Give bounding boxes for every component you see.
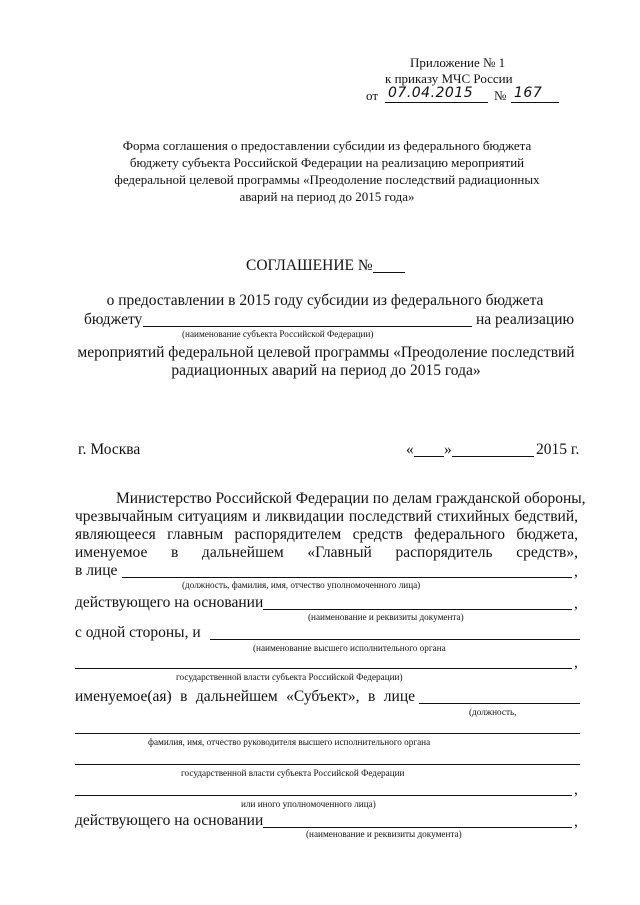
official-line-comma: , <box>574 563 578 580</box>
caption-position: (должность, <box>469 707 517 717</box>
body-p1-line-2: чрезвычайным ситуациям и ликвидации последствий стихийных бедствий, <box>75 508 578 525</box>
appendix-date-handwritten: 07.04.2015 <box>388 85 474 101</box>
caption-other-official: или иного уполномоченного лица) <box>241 799 376 809</box>
caption-document: (наименование и реквизиты документа) <box>308 612 464 622</box>
subject-other-comma: , <box>574 781 578 798</box>
form-title-line-2: бюджету субъекта Российской Федерации на реализацию мероприятий <box>129 155 525 170</box>
in-person-label: в лице <box>75 562 118 579</box>
city: г. Москва <box>78 441 141 458</box>
caption-official: (должность, фамилия, имя, отчество уполномоченного лица) <box>182 580 421 590</box>
agreement-subject-line-3: мероприятий федеральной целевой программы «Преодоление последствий <box>77 344 575 361</box>
official-line <box>122 577 572 578</box>
appendix-order-ref: к приказу МЧС России <box>385 71 513 86</box>
caption-state-power-2: государственной власти субъекта Российской Федерации <box>181 768 405 778</box>
acting-basis-line <box>263 609 572 610</box>
appendix-number-prefix: № <box>494 88 507 103</box>
appendix-number-line <box>511 102 559 103</box>
other-side-label: с одной стороны, и <box>75 624 201 641</box>
agreement-subject-line-4: радиационных аварий на период до 2015 года» <box>171 362 481 379</box>
form-title-line-4: аварий на период до 2015 года» <box>239 189 415 204</box>
appendix-date-line <box>385 102 488 103</box>
subject-person-line <box>419 703 580 704</box>
date-month-line <box>452 456 534 457</box>
acting-basis-comma: , <box>574 595 578 612</box>
body-p1-line-3: являющееся главным распорядителем средств федерального бюджета, <box>75 526 578 543</box>
subject-fio-line <box>75 733 580 734</box>
date-year: 2015 г. <box>536 441 580 458</box>
caption-state-power: государственной власти субъекта Российской Федерации) <box>176 672 403 682</box>
agreement-number-line <box>373 272 405 273</box>
agreement-budget-word: бюджету <box>84 311 143 328</box>
acting-basis-label: действующего на основании <box>75 594 264 611</box>
agreement-subject-name-line <box>143 326 472 327</box>
caption-document-2: (наименование и реквизиты документа) <box>306 829 462 839</box>
caption-fio-head: фамилия, имя, отчество руководителя высшего исполнительного органа <box>148 737 431 747</box>
appendix-number: Приложение № 1 <box>410 55 506 70</box>
acting-basis-comma-2: , <box>574 813 578 830</box>
exec-body-comma: , <box>574 654 578 671</box>
body-p1-line-1: Министерство Российской Федерации по делам гражданской обороны, <box>116 490 586 507</box>
other-side-line <box>210 639 580 640</box>
agreement-heading: СОГЛАШЕНИЕ № <box>246 257 373 274</box>
date-quote-close: » <box>444 441 452 458</box>
appendix-date-prefix: от <box>366 88 379 103</box>
form-title-line-1: Форма соглашения о предоставлении субсидии из федерального бюджета <box>122 138 532 153</box>
appendix-number-handwritten: 167 <box>514 85 543 101</box>
date-day-line <box>414 456 444 457</box>
form-title-line-3: федеральной целевой программы «Преодоление последствий радиационных <box>114 172 540 187</box>
agreement-subject-caption: (наименование субъекта Российской Федерации) <box>182 329 374 339</box>
subject-state-line <box>75 764 580 765</box>
subject-other-line <box>75 795 572 796</box>
exec-body-line <box>75 668 572 669</box>
caption-exec-body: (наименование высшего исполнительного органа <box>253 643 446 653</box>
date-quote-open: « <box>406 441 414 458</box>
body-p1-line-4: именуемое в дальнейшем «Главный распорядитель средств», <box>75 544 578 561</box>
agreement-subject-line-1: о предоставлении в 2015 году субсидии из федерального бюджета <box>106 292 544 309</box>
acting-basis-label-2: действующего на основании <box>75 812 264 829</box>
named-subject-label: именуемое(ая) в дальнейшем «Субъект», в лице <box>75 688 415 705</box>
acting-basis-line-2 <box>263 827 572 828</box>
agreement-realization-word: на реализацию <box>476 311 575 328</box>
